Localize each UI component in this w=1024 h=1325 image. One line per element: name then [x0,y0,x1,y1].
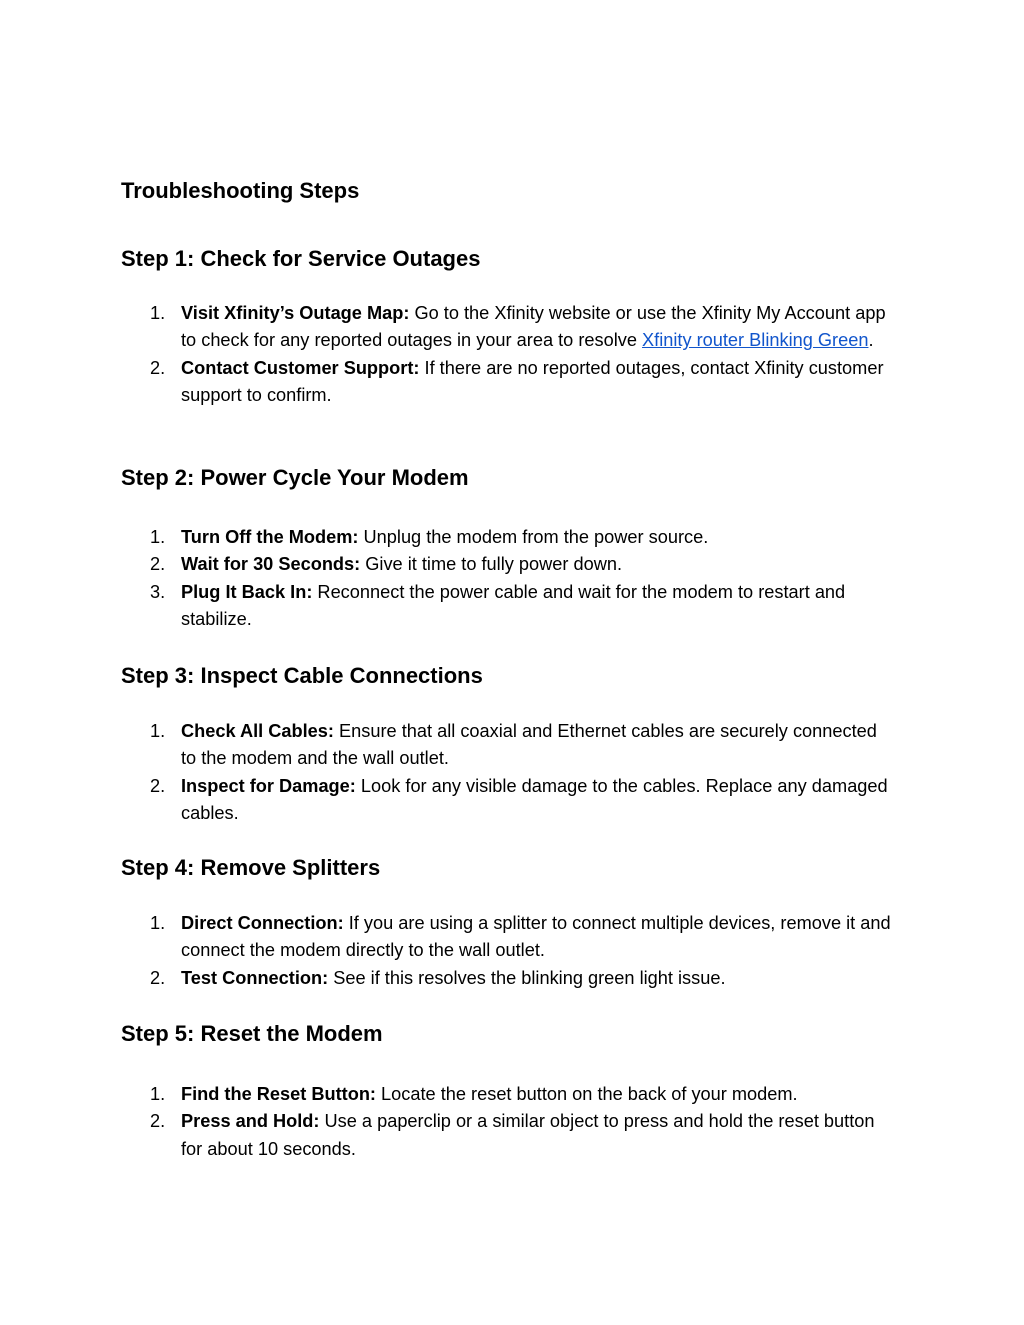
list-item [0,551,891,578]
item-text: Look for any visible damage to the cables. Replace any damaged cables. [181,775,888,823]
step-list [0,300,1024,409]
item-bold-label: Contact Customer Support: [181,357,420,378]
list-number: 2. [150,1111,166,1132]
item-bold-label: Press and Hold: [181,1111,320,1132]
list-item [0,524,891,551]
item-bold-label: Wait for 30 Seconds: [181,554,361,575]
list-number: 2. [150,357,166,378]
item-text: Use a paperclip or a similar object to press and hold the reset button for about 10 seconds. [181,1111,875,1159]
list-number: 1. [150,721,166,741]
list-number: 1. [150,303,166,323]
item-text: Go to the Xfinity website or use the Xfinity My Account app to check for any reported outages in your area to resolve [181,303,886,351]
item-bold-label: Find the Reset Button: [181,1084,376,1104]
item-bold-label: Turn Off the Modem: [181,527,359,547]
item-text: Reconnect the power cable and wait for the modem to restart and stabilize. [181,581,846,629]
section-heading: Step 2: Power Cycle Your Modem [121,465,469,490]
item-text-after: . [868,330,874,351]
step-list [0,1081,1024,1163]
list-item [0,910,891,965]
item-bold-label: Plug It Back In: [181,581,313,602]
list-number: 1. [150,1084,166,1104]
list-number: 2. [150,775,166,796]
item-bold-label: Check All Cables: [181,721,334,741]
list-number: 1. [150,913,166,933]
list-item [0,1108,891,1163]
item-text: Give it time to fully power down. [360,554,623,575]
list-item [0,773,891,828]
item-text: Unplug the modem from the power source. [358,527,709,547]
list-item [0,965,891,992]
list-number: 2. [150,554,166,575]
item-bold-label: Inspect for Damage: [181,775,356,796]
list-number: 2. [150,967,166,988]
item-text: If there are no reported outages, contact Xfinity customer support to confirm. [181,357,884,405]
section-heading: Step 4: Remove Splitters [121,855,381,880]
section-heading: Step 1: Check for Service Outages [121,246,481,271]
step-list [0,910,1024,992]
item-text: Ensure that all coaxial and Ethernet cables are securely connected to the modem and the wall outlet. [181,721,877,769]
list-number: 1. [150,527,166,547]
item-bold-label: Test Connection: [181,967,329,988]
xfinity-router-link[interactable]: Xfinity router Blinking Green [642,330,869,351]
item-bold-label: Visit Xfinity’s Outage Map: [181,303,410,323]
item-text: See if this resolves the blinking green light issue. [328,967,726,988]
list-number: 3. [150,581,166,602]
list-item [0,355,891,410]
page-title: Troubleshooting Steps [121,178,360,203]
step-list [0,524,1024,633]
list-item [0,1081,891,1108]
item-text: Locate the reset button on the back of your modem. [376,1084,798,1104]
item-text: If you are using a splitter to connect multiple devices, remove it and connect the modem directly to the wall outlet. [181,913,891,961]
list-item [0,579,891,634]
list-item [0,718,891,773]
section-heading: Step 3: Inspect Cable Connections [121,663,483,688]
step-list [0,718,1024,827]
section-heading: Step 5: Reset the Modem [121,1021,383,1046]
list-item [0,300,891,355]
item-bold-label: Direct Connection: [181,913,344,933]
